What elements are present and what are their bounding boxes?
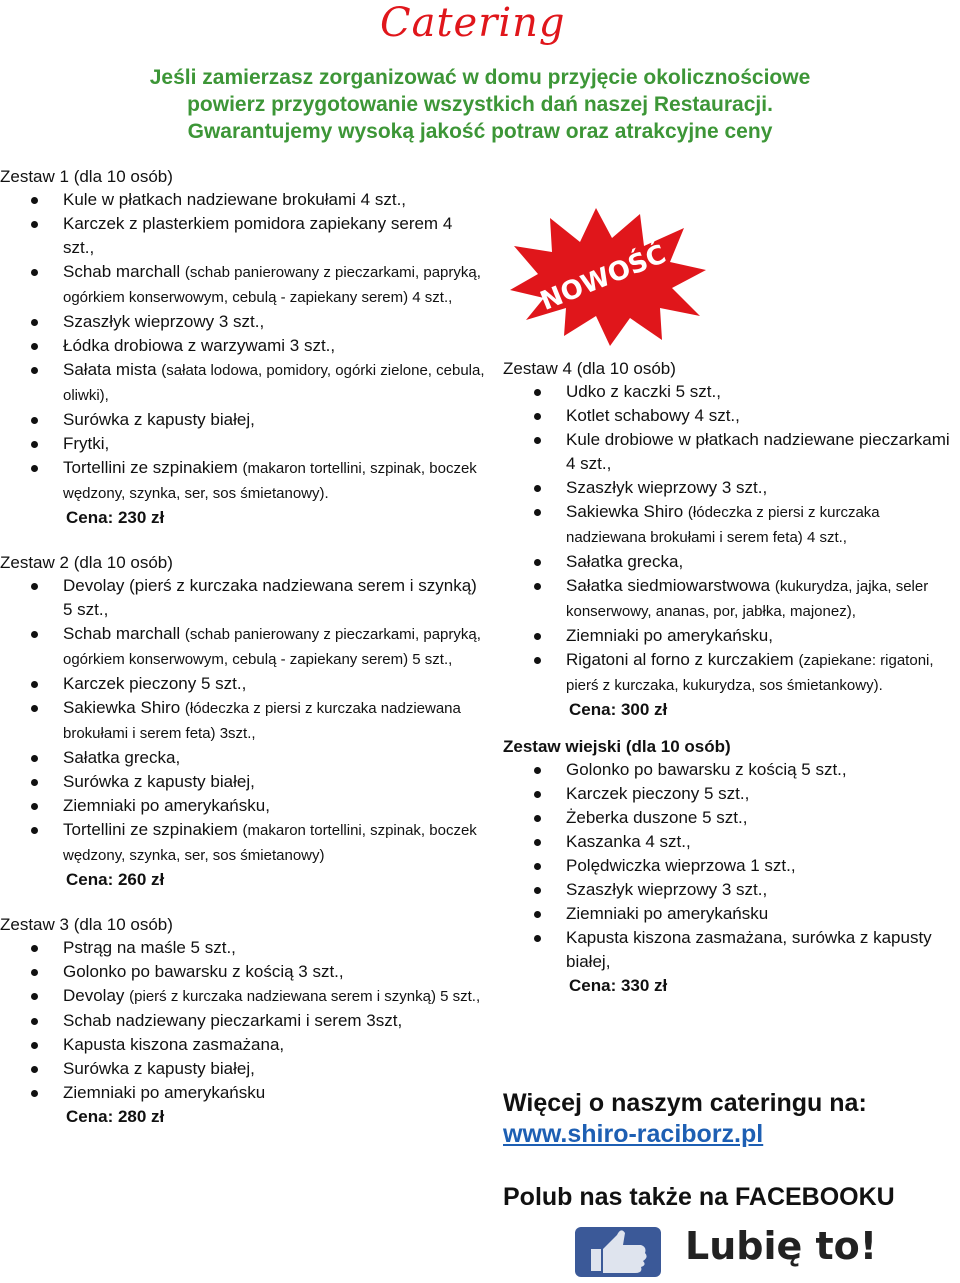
new-badge	[500, 200, 710, 350]
item-name: Surówka z kapusty białej,	[63, 772, 255, 791]
item-description: (zapiekane: rigatoni, pierś z kurczaka, kukurydza, sos śmietankowy).	[566, 652, 934, 694]
list-item	[0, 984, 488, 1009]
bullet-icon	[31, 465, 38, 472]
intro-text	[60, 64, 900, 145]
list-item	[0, 770, 488, 794]
list-item	[503, 574, 960, 624]
list-item	[503, 758, 960, 782]
list-item	[503, 624, 960, 648]
set-price: Cena: 330 zł	[569, 976, 668, 995]
menu-set	[0, 914, 488, 1129]
item-name: Kapusta kiszona zasmażana, surówka z kapusty białej,	[566, 928, 932, 971]
list-item	[503, 830, 960, 854]
bullet-icon	[534, 583, 541, 590]
bullet-icon	[31, 969, 38, 976]
item-description: (łódeczka z piersi z kurczaka nadziewana brokułami i serem feta) 3szt.,	[63, 700, 461, 742]
bullet-icon	[534, 657, 541, 664]
item-description: (pierś z kurczaka nadziewana serem i szynką) 5 szt.,	[129, 988, 481, 1005]
list-item	[503, 878, 960, 902]
item-description: (łódeczka z piersi z kurczaka nadziewana brokułami i serem feta) 4 szt.,	[566, 504, 880, 546]
item-name: Ziemniaki po amerykańsku,	[63, 796, 270, 815]
bullet-icon	[31, 343, 38, 350]
item-name: Ziemniaki po amerykańsku,	[566, 626, 773, 645]
list-item	[503, 926, 960, 974]
item-name: Frytki,	[63, 434, 110, 453]
item-name: Schab marchall	[63, 624, 181, 643]
item-name: Sałatka grecka,	[566, 552, 684, 571]
item-name: Polędwiczka wieprzowa 1 szt.,	[566, 856, 796, 875]
item-name: Rigatoni al forno z kurczakiem	[566, 650, 794, 669]
bullet-icon	[534, 437, 541, 444]
item-name: Schab nadziewany pieczarkami i serem 3szt,	[63, 1011, 403, 1030]
website-link[interactable]: www.shiro-raciborz.pl	[503, 1120, 764, 1148]
list-item	[503, 550, 960, 574]
list-item	[503, 500, 960, 550]
list-item	[0, 574, 488, 622]
bullet-icon	[31, 319, 38, 326]
bullet-icon	[31, 803, 38, 810]
bullet-icon	[31, 441, 38, 448]
bullet-icon	[31, 1018, 38, 1025]
item-name: Sałatka grecka,	[63, 748, 181, 767]
more-info-text: Więcej o naszym cateringu na:	[503, 1089, 867, 1117]
set-price: Cena: 230 zł	[66, 508, 165, 527]
item-name: Udko z kaczki 5 szt.,	[566, 382, 721, 401]
menu-set	[503, 736, 960, 998]
item-name: Surówka z kapusty białej,	[63, 410, 255, 429]
bullet-icon	[534, 559, 541, 566]
item-description: (kukurydza, jajka, seler konserwowy, ananas, por, jabłka, majonez),	[566, 578, 929, 620]
item-name: Żeberka duszone 5 szt.,	[566, 808, 748, 827]
left-column	[0, 166, 488, 1129]
item-name: Kule drobiowe w płatkach nadziewane pieczarkami 4 szt.,	[566, 430, 950, 473]
bullet-icon	[31, 1042, 38, 1049]
item-name: Devolay (pierś z kurczaka nadziewana serem i szynką) 5 szt.,	[63, 576, 477, 619]
set-title: Zestaw 1 (dla 10 osób)	[0, 167, 173, 186]
set-title: Zestaw 3 (dla 10 osób)	[0, 915, 173, 934]
set-items	[503, 380, 960, 698]
new-badge-label: NOWOŚĆ	[536, 239, 671, 317]
list-item	[503, 380, 960, 404]
list-item	[0, 188, 488, 212]
list-item	[0, 408, 488, 432]
bullet-icon	[31, 631, 38, 638]
bullet-icon	[31, 269, 38, 276]
set-title: Zestaw wiejski (dla 10 osób)	[503, 737, 731, 756]
bullet-icon	[534, 633, 541, 640]
list-item	[503, 782, 960, 806]
item-name: Surówka z kapusty białej,	[63, 1059, 255, 1078]
bullet-icon	[31, 827, 38, 834]
list-item	[0, 456, 488, 506]
bullet-icon	[534, 887, 541, 894]
list-item	[0, 310, 488, 334]
list-item	[0, 746, 488, 770]
item-name: Szaszłyk wieprzowy 3 szt.,	[63, 312, 265, 331]
like-label: Lubię to!	[685, 1224, 878, 1268]
item-name: Sałatka siedmiowarstwowa	[566, 576, 771, 595]
bullet-icon	[534, 935, 541, 942]
item-name: Szaszłyk wieprzowy 3 szt.,	[566, 478, 768, 497]
item-name: Kaszanka 4 szt.,	[566, 832, 691, 851]
list-item	[0, 696, 488, 746]
list-item	[0, 1009, 488, 1033]
set-items	[0, 188, 488, 506]
right-column	[503, 358, 960, 998]
thumbs-up-icon	[573, 1219, 663, 1279]
item-name: Pstrąg na maśle 5 szt.,	[63, 938, 236, 957]
item-name: Szaszłyk wieprzowy 3 szt.,	[566, 880, 768, 899]
list-item	[0, 960, 488, 984]
bullet-icon	[31, 755, 38, 762]
set-price: Cena: 280 zł	[66, 1107, 165, 1126]
bullet-icon	[534, 815, 541, 822]
list-item	[503, 404, 960, 428]
bullet-icon	[534, 839, 541, 846]
bullet-icon	[31, 1090, 38, 1097]
bullet-icon	[31, 417, 38, 424]
list-item	[0, 212, 488, 260]
list-item	[503, 648, 960, 698]
list-item	[0, 1081, 488, 1105]
item-name: Tortellini ze szpinakiem	[63, 458, 238, 477]
item-name: Kotlet schabowy 4 szt.,	[566, 406, 740, 425]
bullet-icon	[534, 791, 541, 798]
bullet-icon	[534, 413, 541, 420]
intro-line: Gwarantujemy wysoką jakość potraw oraz atrakcyjne ceny	[187, 120, 773, 143]
list-item	[0, 818, 488, 868]
set-price: Cena: 260 zł	[66, 870, 165, 889]
bullet-icon	[31, 367, 38, 374]
bullet-icon	[31, 779, 38, 786]
list-item	[0, 334, 488, 358]
set-title: Zestaw 2 (dla 10 osób)	[0, 553, 173, 572]
intro-line: Jeśli zamierzasz zorganizować w domu przyjęcie okolicznościowe	[149, 66, 811, 89]
bullet-icon	[534, 767, 541, 774]
item-name: Sakiewka Shiro	[63, 698, 181, 717]
list-item	[503, 476, 960, 500]
item-name: Tortellini ze szpinakiem	[63, 820, 238, 839]
item-description: (schab panierowany z pieczarkami, papryką, ogórkiem konserwowym, cebulą - zapiekany serem) 5 szt.,	[63, 626, 481, 668]
item-name: Sałata mista	[63, 360, 157, 379]
list-item	[0, 1033, 488, 1057]
set-price: Cena: 300 zł	[569, 700, 668, 719]
list-item	[503, 854, 960, 878]
item-name: Ziemniaki po amerykańsku	[63, 1083, 266, 1102]
item-name: Golonko po bawarsku z kością 5 szt.,	[566, 760, 847, 779]
list-item	[0, 672, 488, 696]
item-description: (makaron tortellini, szpinak, boczek wędzony, szynka, ser, sos śmietanowy).	[63, 460, 477, 502]
list-item	[0, 622, 488, 672]
item-description: (makaron tortellini, szpinak, boczek wędzony, szynka, ser, sos śmietanowy)	[63, 822, 477, 864]
menu-set	[503, 358, 960, 722]
page-title: Catering	[380, 0, 566, 46]
item-name: Ziemniaki po amerykańsku	[566, 904, 769, 923]
item-name: Karczek pieczony 5 szt.,	[63, 674, 247, 693]
bullet-icon	[534, 509, 541, 516]
item-name: Karczek pieczony 5 szt.,	[566, 784, 750, 803]
item-description: (sałata lodowa, pomidory, ogórki zielone, cebula, oliwki),	[63, 362, 485, 404]
item-name: Sakiewka Shiro	[566, 502, 684, 521]
list-item	[0, 432, 488, 456]
more-info	[503, 1088, 953, 1150]
set-items	[0, 574, 488, 868]
item-name: Golonko po bawarsku z kością 3 szt.,	[63, 962, 344, 981]
menu-set	[0, 166, 488, 530]
set-items	[503, 758, 960, 974]
item-name: Łódka drobiowa z warzywami 3 szt.,	[63, 336, 336, 355]
item-name: Schab marchall	[63, 262, 181, 281]
list-item	[503, 806, 960, 830]
bullet-icon	[31, 705, 38, 712]
bullet-icon	[31, 197, 38, 204]
item-description: (schab panierowany z pieczarkami, papryką, ogórkiem konserwowym, cebulą - zapiekany serem) 4 szt.,	[63, 264, 481, 306]
set-items	[0, 936, 488, 1105]
like-button[interactable]	[569, 1218, 892, 1280]
list-item	[0, 358, 488, 408]
item-name: Devolay	[63, 986, 125, 1005]
item-name: Kapusta kiszona zasmażana,	[63, 1035, 285, 1054]
list-item	[0, 1057, 488, 1081]
list-item	[0, 260, 488, 310]
bullet-icon	[31, 945, 38, 952]
bullet-icon	[31, 681, 38, 688]
list-item	[503, 902, 960, 926]
bullet-icon	[534, 485, 541, 492]
menu-set	[0, 552, 488, 892]
bullet-icon	[534, 911, 541, 918]
item-name: Karczek z plasterkiem pomidora zapiekany serem 4 szt.,	[63, 214, 453, 257]
bullet-icon	[31, 993, 38, 1000]
bullet-icon	[31, 1066, 38, 1073]
list-item	[503, 428, 960, 476]
bullet-icon	[31, 583, 38, 590]
list-item	[0, 794, 488, 818]
intro-line: powierz przygotowanie wszystkich dań naszej Restauracji.	[187, 93, 773, 116]
set-title: Zestaw 4 (dla 10 osób)	[503, 359, 676, 378]
bullet-icon	[534, 863, 541, 870]
bullet-icon	[534, 389, 541, 396]
bullet-icon	[31, 221, 38, 228]
list-item	[0, 936, 488, 960]
item-name: Kule w płatkach nadziewane brokułami 4 szt.,	[63, 190, 407, 209]
facebook-text: Polub nas także na FACEBOOKU	[503, 1183, 895, 1211]
